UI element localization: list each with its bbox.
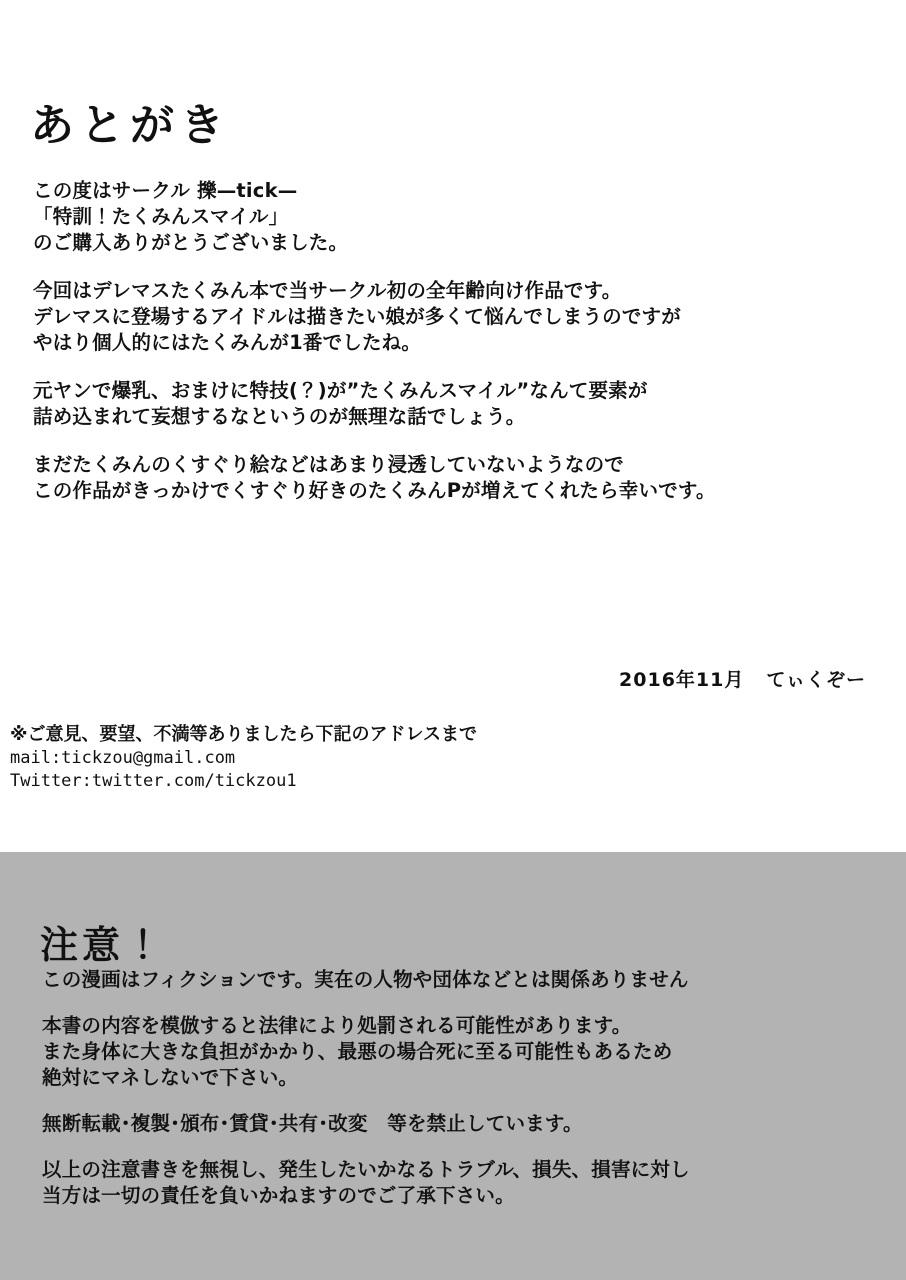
caution-line: 絶対にマネしないで下さい。 [42, 1066, 299, 1089]
contact-block [10, 722, 890, 793]
caution-line: 無断転載･複製･頒布･賃貸･共有･改変 等を禁止しています。 [42, 1112, 583, 1135]
afterword-line: この度はサークル 擽—tick— [33, 179, 298, 202]
caution-paragraph [42, 967, 882, 993]
signature-date: 2016年11月 [619, 669, 745, 691]
afterword-title: あとがき [30, 100, 230, 152]
afterword-paragraph [33, 378, 883, 430]
signature-name: てぃくぞー [766, 669, 866, 691]
caution-title: 注意！ [40, 922, 167, 967]
afterword-line: この作品がきっかけでくすぐり好きのたくみんPが増えてくれたら幸いです。 [33, 479, 716, 502]
afterword-line: 詰め込まれて妄想するなというのが無理な話でしょう。 [33, 405, 526, 428]
afterword-paragraph [33, 452, 883, 504]
caution-section [0, 852, 906, 1280]
afterword-paragraph [33, 178, 883, 256]
afterword-line: デレマスに登場するアイドルは描きたい娘が多くて悩んでしまうのですが [33, 305, 681, 328]
afterword-paragraph [33, 278, 883, 356]
caution-line: この漫画はフィクションです。実在の人物や団体などとは関係ありません [42, 968, 689, 991]
caution-line: また身体に大きな負担がかかり、最悪の場合死に至る可能性もあるため [42, 1040, 673, 1063]
afterword-body [33, 178, 883, 526]
contact-note: ※ご意見、要望、不満等ありましたら下記のアドレスまで [10, 724, 477, 745]
caution-line: 当方は一切の責任を負いかねますのでご了承下さい。 [42, 1184, 515, 1207]
afterword-line: まだたくみんのくすぐり絵などはあまり浸透していないようなので [33, 453, 625, 476]
afterword-line: やはり個人的にはたくみんが1番でしたね。 [33, 331, 422, 354]
afterword-line: のご購入ありがとうございました。 [33, 231, 349, 254]
caution-line: 本書の内容を模倣すると法律により処罰される可能性があります。 [42, 1014, 632, 1037]
caution-paragraph [42, 1111, 882, 1137]
afterword-line: 今回はデレマスたくみん本で当サークル初の全年齢向け作品です。 [33, 279, 622, 302]
caution-paragraph [42, 1157, 882, 1209]
caution-line: 以上の注意書きを無視し、発生したいかなるトラブル、損失、損害に対し [42, 1158, 690, 1181]
contact-mail: mail:tickzou@gmail.com [10, 748, 236, 768]
caution-body [42, 967, 882, 1229]
afterword-line: 元ヤンで爆乳、おまけに特技(？)が”たくみんスマイル”なんて要素が [33, 379, 648, 402]
contact-twitter: Twitter:twitter.com/tickzou1 [10, 771, 297, 791]
signature [619, 665, 866, 692]
afterword-line: 「特訓！たくみんスマイル」 [33, 205, 289, 228]
caution-paragraph [42, 1013, 882, 1091]
